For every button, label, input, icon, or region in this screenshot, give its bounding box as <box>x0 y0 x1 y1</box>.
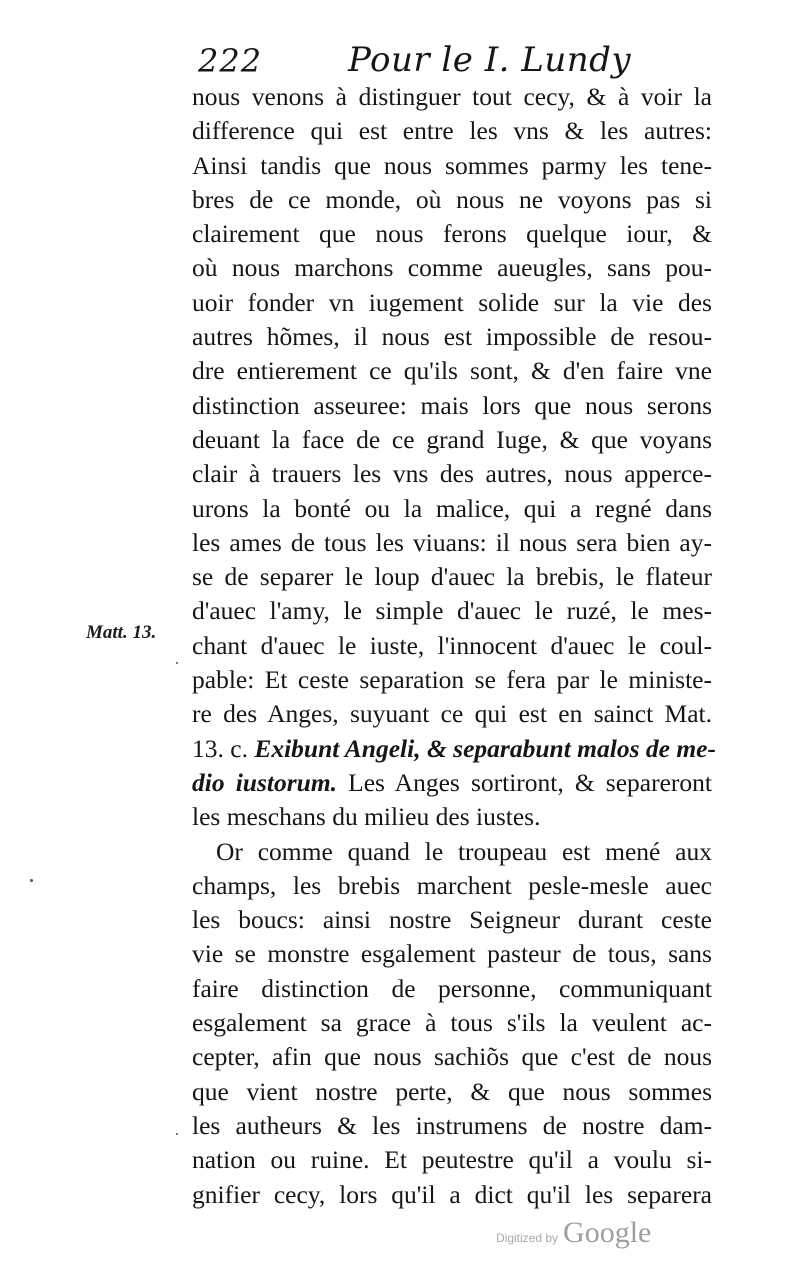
scan-speck <box>30 879 33 882</box>
latin-quote: Exibunt Angeli, & separabunt malos de me- <box>254 733 716 763</box>
text-line: chant d'auec le iuste, l'innocent d'auec le coul- <box>192 630 712 660</box>
text-line: bres de ce monde, où nous ne voyons pas si <box>192 184 712 214</box>
text-line: dre entierement ce qu'ils sont, & d'en faire vne <box>192 356 712 386</box>
body-text <box>192 80 716 1212</box>
text-line: distinction asseuree: mais lors que nous serons <box>192 390 712 420</box>
text-line: pable: Et ceste separation se fera par le ministe- <box>192 665 712 695</box>
page-number: 222 <box>198 42 263 80</box>
text-line: gnifier cecy, lors qu'il a dict qu'il les separera <box>192 1179 712 1209</box>
text-line: que vient nostre perte, & que nous sommes <box>192 1076 712 1106</box>
text-line: d'auec l'amy, le simple d'auec le ruzé, le mes- <box>192 596 712 626</box>
watermark-prefix: Digitized by <box>496 1231 559 1245</box>
scan-speck <box>176 1133 178 1135</box>
paragraph-start-line: Or comme quand le troupeau est mené aux <box>216 836 712 866</box>
text-line: cepter, afin que nous sachiõs que c'est de nous <box>192 1042 712 1072</box>
text-line: les boucs: ainsi nostre Seigneur durant ceste <box>192 905 712 935</box>
text-line: faire distinction de personne, communiquant <box>192 973 712 1003</box>
margin-note: Matt. 13. <box>86 622 157 643</box>
text-line: urons la bonté ou la malice, qui a regné dans <box>192 493 712 523</box>
text-line: vie se monstre esgalement pasteur de tous, sans <box>192 939 712 969</box>
text-line: les meschans du milieu des iustes. <box>192 802 541 832</box>
text-line: nous venons à distinguer tout cecy, & à voir la <box>192 82 712 111</box>
text-line: re des Anges, suyuant ce qui est en sainct Mat. <box>192 699 712 729</box>
text-line: champs, les brebis marchent pesle-mesle auec <box>192 870 712 900</box>
text-line: difference qui est entre les vns & les autres: <box>192 116 712 146</box>
google-logo: Google <box>563 1216 652 1249</box>
text-line: clair à trauers les vns des autres, nous apperce- <box>192 459 712 489</box>
translation-text: Les Anges sortiront, & separeront <box>337 767 712 797</box>
text-line: Ainsi tandis que nous sommes parmy les tene- <box>192 150 712 180</box>
latin-quote: dio iustorum. <box>192 767 338 797</box>
page-header <box>198 40 718 84</box>
text-line: se de separer le loup d'auec la brebis, le flateur <box>192 562 712 592</box>
running-title: Pour le I. Lundy <box>348 40 632 80</box>
scan-speck <box>176 662 178 664</box>
text-line: autres hõmes, il nous est impossible de resou- <box>192 322 712 352</box>
latin-quote-line <box>192 732 716 766</box>
text-line: deuant la face de ce grand Iuge, & que voyans <box>192 424 712 454</box>
text-line: clairement que nous ferons quelque iour, & <box>192 219 712 249</box>
digitized-watermark <box>496 1216 651 1256</box>
text-line: esgalement sa grace à tous s'ils la veulent ac- <box>192 1008 712 1038</box>
text-line: les autheurs & les instrumens de nostre dam- <box>192 1110 712 1140</box>
text-line: uoir fonder vn iugement solide sur la vie des <box>192 287 712 317</box>
latin-lead: 13. c. <box>192 733 255 763</box>
text-line: où nous marchons comme aueugles, sans pou- <box>192 253 712 283</box>
text-line: les ames de tous les viuans: il nous sera bien ay- <box>192 527 712 557</box>
text-line: nation ou ruine. Et peutestre qu'il a voulu si- <box>192 1145 712 1175</box>
latin-quote-line <box>192 766 712 800</box>
